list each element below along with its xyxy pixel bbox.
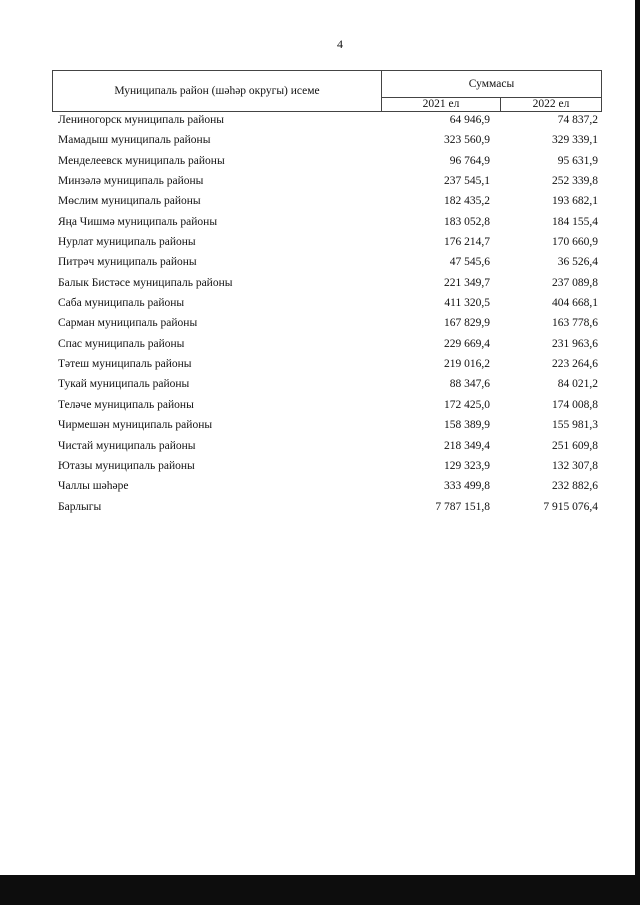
- value-2021: 333 499,8: [444, 480, 490, 493]
- table-body: [58, 113, 598, 520]
- district-name: Барлыгы: [58, 500, 102, 513]
- district-name: Яңа Чишмә муниципаль районы: [58, 215, 218, 228]
- table-row: [58, 459, 598, 479]
- table-row: [58, 194, 598, 214]
- district-name: Спас муниципаль районы: [58, 337, 185, 350]
- district-name: Сарман муниципаль районы: [58, 317, 198, 330]
- district-name: Нурлат муниципаль районы: [58, 236, 196, 249]
- value-2022: 95 631,9: [557, 154, 598, 167]
- value-2021: 64 946,9: [449, 114, 490, 126]
- table-row: [58, 215, 598, 235]
- page-number: 4: [337, 37, 343, 51]
- scan-border-right: [635, 0, 640, 905]
- district-name: Балык Бистәсе муниципаль районы: [58, 276, 233, 289]
- table-row: [58, 276, 598, 296]
- table-row: [58, 113, 598, 133]
- value-2021: 229 669,4: [444, 337, 490, 350]
- table-row: [58, 479, 598, 499]
- value-2022: 132 307,8: [552, 459, 598, 472]
- district-name: Чистай муниципаль районы: [58, 439, 196, 452]
- district-name: Чаллы шәһәре: [58, 480, 129, 493]
- district-name: Ютазы муниципаль районы: [58, 459, 195, 472]
- table-row: [58, 296, 598, 316]
- value-2022: 170 660,9: [552, 236, 598, 249]
- value-2022: 184 155,4: [552, 215, 598, 228]
- table-row: [58, 377, 598, 397]
- value-2021: 218 349,4: [444, 439, 490, 452]
- table-row: [58, 235, 598, 255]
- value-2021: 47 545,6: [449, 256, 490, 269]
- value-2022: 237 089,8: [552, 276, 598, 289]
- value-2021: 411 320,5: [444, 297, 490, 310]
- table-row: [58, 418, 598, 438]
- table-row: [58, 133, 598, 153]
- table-header: [52, 70, 602, 112]
- value-2022: 231 963,6: [552, 337, 598, 350]
- value-2021: 167 829,9: [444, 317, 490, 330]
- value-2022: 404 668,1: [552, 297, 598, 310]
- value-2021: 219 016,2: [444, 358, 490, 371]
- value-2022: 252 339,8: [552, 175, 598, 188]
- value-2022: 84 021,2: [557, 378, 598, 391]
- district-name: Саба муниципаль районы: [58, 297, 185, 310]
- table-row: [58, 337, 598, 357]
- value-2022: 329 339,1: [552, 134, 598, 147]
- district-name: Мамадыш муниципаль районы: [58, 134, 211, 147]
- value-2022: 36 526,4: [557, 256, 598, 269]
- value-2021: 129 323,9: [444, 459, 490, 472]
- value-2021: 323 560,9: [444, 134, 490, 147]
- value-2021: 158 389,9: [444, 419, 490, 432]
- value-2022: 155 981,3: [552, 419, 598, 432]
- value-2021: 183 052,8: [444, 215, 490, 228]
- value-2022: 174 008,8: [552, 398, 598, 411]
- district-name: Тәтеш муниципаль районы: [58, 358, 192, 371]
- table-row: [58, 439, 598, 459]
- header-year-2022: 2022 ел: [532, 98, 570, 110]
- value-2022: 7 915 076,4: [543, 500, 598, 513]
- value-2021: 182 435,2: [444, 195, 490, 208]
- header-sum-column: Суммасы: [382, 71, 601, 98]
- scan-border-bottom: [0, 875, 640, 905]
- value-2021: 96 764,9: [449, 154, 490, 167]
- table-row: [58, 398, 598, 418]
- header-name-column: Муниципаль район (шәһәр округы) исеме: [53, 71, 382, 111]
- value-2022: 193 682,1: [552, 195, 598, 208]
- value-2022: 74 837,2: [557, 114, 598, 126]
- district-name: Тукай муниципаль районы: [58, 378, 190, 391]
- value-2021: 172 425,0: [444, 398, 490, 411]
- value-2021: 7 787 151,8: [435, 500, 490, 513]
- total-row: [58, 500, 598, 520]
- value-2022: 223 264,6: [552, 358, 598, 371]
- table-row: [58, 316, 598, 336]
- value-2021: 237 545,1: [444, 175, 490, 188]
- district-name: Теләче муниципаль районы: [58, 398, 194, 411]
- district-name: Питрәч муниципаль районы: [58, 256, 197, 269]
- value-2022: 163 778,6: [552, 317, 598, 330]
- header-year-2021: 2021 ел: [382, 98, 501, 111]
- value-2022: 232 882,6: [552, 480, 598, 493]
- district-name: Чирмешән муниципаль районы: [58, 419, 213, 432]
- value-2021: 88 347,6: [449, 378, 490, 391]
- district-name: Минзәлә муниципаль районы: [58, 175, 204, 188]
- table-row: [58, 357, 598, 377]
- value-2021: 176 214,7: [444, 236, 490, 249]
- value-2021: 221 349,7: [444, 276, 490, 289]
- district-name: Мөслим муниципаль районы: [58, 195, 201, 208]
- table-row: [58, 154, 598, 174]
- district-name: Менделеевск муниципаль районы: [58, 154, 225, 167]
- table-row: [58, 255, 598, 275]
- table-row: [58, 174, 598, 194]
- value-2022: 251 609,8: [552, 439, 598, 452]
- district-name: Лениногорск муниципаль районы: [58, 114, 225, 126]
